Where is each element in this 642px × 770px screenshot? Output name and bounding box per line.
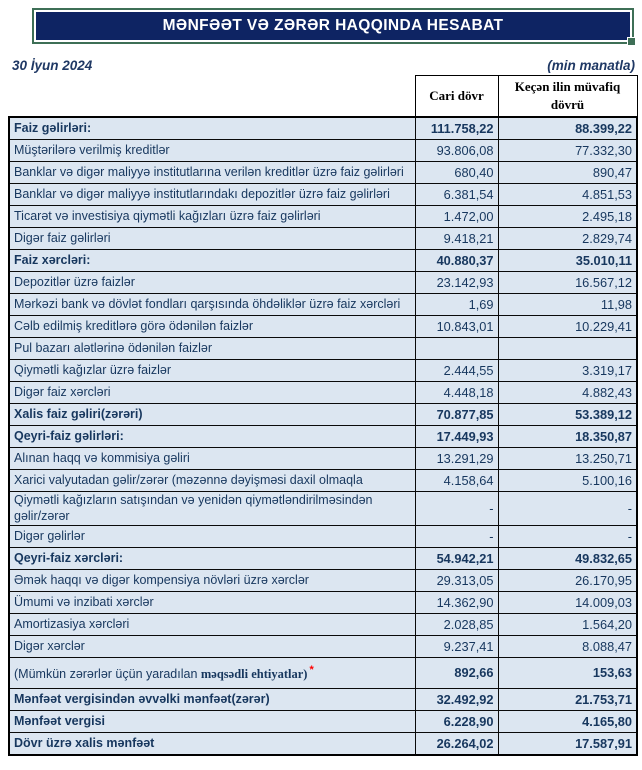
table-row (9, 228, 637, 250)
previous-period-value: - (498, 526, 637, 548)
previous-period-value: 17.587,91 (498, 733, 637, 756)
current-period-value: 6.381,54 (415, 184, 498, 206)
table-row (9, 382, 637, 404)
current-period-value: - (415, 526, 498, 548)
previous-period-value: 2.495,18 (498, 206, 637, 228)
previous-period-value: 3.319,17 (498, 360, 637, 382)
row-label: Alınan haqq və kommisiya gəliri (9, 448, 415, 470)
current-period-value: 14.362,90 (415, 592, 498, 614)
current-period-value: 4.158,64 (415, 470, 498, 492)
table-row (9, 338, 637, 360)
previous-period-value: 4.851,53 (498, 184, 637, 206)
report-title-bar (32, 8, 634, 44)
table-row (9, 470, 637, 492)
table-row (9, 448, 637, 470)
table-header-row (9, 76, 637, 118)
table-row (9, 636, 637, 658)
table-row (9, 592, 637, 614)
row-label: Əmək haqqı və digər kompensiya növləri üzrə xərclər (9, 570, 415, 592)
current-period-value: 70.877,85 (415, 404, 498, 426)
current-period-value (415, 338, 498, 360)
row-label: Ticarət və investisiya qiymətli kağızları üzrə faiz gəlirləri (9, 206, 415, 228)
previous-period-value: - (498, 492, 637, 526)
previous-period-value: 13.250,71 (498, 448, 637, 470)
current-period-value: 13.291,29 (415, 448, 498, 470)
table-row (9, 250, 637, 272)
table-row (9, 294, 637, 316)
selection-handle-icon (627, 37, 636, 46)
previous-period-value: 77.332,30 (498, 140, 637, 162)
row-label: (Mümkün zərərlər üçün yaradılan məqsədli ehtiyatlar) * (9, 658, 415, 689)
row-label: Qiymətli kağızların satışından və yenidən qiymətləndirilməsindən gəlir/zərər (9, 492, 415, 526)
previous-period-value: 35.010,11 (498, 250, 637, 272)
current-period-value: 40.880,37 (415, 250, 498, 272)
row-label: Mənfəət vergisi (9, 711, 415, 733)
table-row (9, 426, 637, 448)
previous-period-value: 11,98 (498, 294, 637, 316)
table-row (9, 140, 637, 162)
table-row (9, 570, 637, 592)
row-label: Xalis faiz gəliri(zərəri) (9, 404, 415, 426)
profit-loss-table (8, 75, 638, 756)
table-row (9, 206, 637, 228)
previous-period-value: 53.389,12 (498, 404, 637, 426)
row-label: Faiz xərcləri: (9, 250, 415, 272)
current-period-value: 2.028,85 (415, 614, 498, 636)
report-title: MƏNFƏƏT VƏ ZƏRƏR HAQQINDA HESABAT (162, 17, 504, 34)
table-row (9, 117, 637, 140)
table-row (9, 316, 637, 338)
current-period-value: 23.142,93 (415, 272, 498, 294)
report-subheader (12, 58, 635, 73)
previous-period-value: 26.170,95 (498, 570, 637, 592)
current-period-value: 6.228,90 (415, 711, 498, 733)
previous-period-value: 153,63 (498, 658, 637, 689)
table-row (9, 689, 637, 711)
current-period-value: 54.942,21 (415, 548, 498, 570)
row-label: Qiymətli kağızlar üzrə faizlər (9, 360, 415, 382)
previous-period-value: 18.350,87 (498, 426, 637, 448)
previous-period-value: 14.009,03 (498, 592, 637, 614)
previous-period-value (498, 338, 637, 360)
row-label: Cəlb edilmiş kreditlərə görə ödənilən faizlər (9, 316, 415, 338)
current-period-value: 9.237,41 (415, 636, 498, 658)
table-row (9, 184, 637, 206)
row-label: Depozitlər üzrə faizlər (9, 272, 415, 294)
row-label: Faiz gəlirləri: (9, 117, 415, 140)
row-label: Pul bazarı alətlərinə ödənilən faizlər (9, 338, 415, 360)
table-row (9, 711, 637, 733)
previous-period-value: 4.165,80 (498, 711, 637, 733)
col-header-previous-period: Keçən ilin müvafiq dövrü (498, 76, 637, 118)
row-label: Banklar və digər maliyyə institutlarındakı depozitlər üzrə faiz gəlirləri (9, 184, 415, 206)
current-period-value: 892,66 (415, 658, 498, 689)
row-label: Digər faiz gəlirləri (9, 228, 415, 250)
previous-period-value: 49.832,65 (498, 548, 637, 570)
previous-period-value: 88.399,22 (498, 117, 637, 140)
current-period-value: 1.472,00 (415, 206, 498, 228)
row-label: Xarici valyutadan gəlir/zərər (məzənnə dəyişməsi daxil olmaqla (9, 470, 415, 492)
previous-period-value: 890,47 (498, 162, 637, 184)
current-period-value: 2.444,55 (415, 360, 498, 382)
current-period-value: 32.492,92 (415, 689, 498, 711)
table-row (9, 404, 637, 426)
table-row (9, 548, 637, 570)
previous-period-value: 4.882,43 (498, 382, 637, 404)
previous-period-value: 2.829,74 (498, 228, 637, 250)
row-label: Qeyri-faiz xərcləri: (9, 548, 415, 570)
row-label: Digər gəlirlər (9, 526, 415, 548)
row-label: Dövr üzrə xalis mənfəət (9, 733, 415, 756)
previous-period-value: 1.564,20 (498, 614, 637, 636)
current-period-value: 26.264,02 (415, 733, 498, 756)
report-date: 30 İyun 2024 (12, 58, 93, 73)
row-label: Mənfəət vergisindən əvvəlki mənfəət(zərər) (9, 689, 415, 711)
unit-note: (min manatla) (547, 58, 635, 73)
row-label: Qeyri-faiz gəlirləri: (9, 426, 415, 448)
current-period-value: 93.806,08 (415, 140, 498, 162)
row-label: Digər faiz xərcləri (9, 382, 415, 404)
current-period-value: 9.418,21 (415, 228, 498, 250)
table-row (9, 272, 637, 294)
current-period-value: 29.313,05 (415, 570, 498, 592)
current-period-value: 1,69 (415, 294, 498, 316)
previous-period-value: 5.100,16 (498, 470, 637, 492)
current-period-value: 10.843,01 (415, 316, 498, 338)
row-label: Amortizasiya xərcləri (9, 614, 415, 636)
row-label: Banklar və digər maliyyə institutlarına verilən kreditlər üzrə faiz gəlirləri (9, 162, 415, 184)
row-label: Digər xərclər (9, 636, 415, 658)
table-row (9, 614, 637, 636)
table-row (9, 733, 637, 756)
current-period-value: 680,40 (415, 162, 498, 184)
current-period-value: 4.448,18 (415, 382, 498, 404)
col-header-empty (9, 76, 415, 118)
row-label: Mərkəzi bank və dövlət fondları qarşısında öhdəliklər üzrə faiz xərcləri (9, 294, 415, 316)
row-label: Ümumi və inzibati xərclər (9, 592, 415, 614)
current-period-value: - (415, 492, 498, 526)
table-row (9, 162, 637, 184)
row-label: Müştərilərə verilmiş kreditlər (9, 140, 415, 162)
previous-period-value: 16.567,12 (498, 272, 637, 294)
table-row (9, 658, 637, 689)
footnote-asterisk: * (309, 663, 314, 676)
table-row (9, 526, 637, 548)
previous-period-value: 8.088,47 (498, 636, 637, 658)
table-row (9, 360, 637, 382)
previous-period-value: 10.229,41 (498, 316, 637, 338)
current-period-value: 111.758,22 (415, 117, 498, 140)
current-period-value: 17.449,93 (415, 426, 498, 448)
table-row (9, 492, 637, 526)
col-header-current-period: Cari dövr (415, 76, 498, 118)
previous-period-value: 21.753,71 (498, 689, 637, 711)
